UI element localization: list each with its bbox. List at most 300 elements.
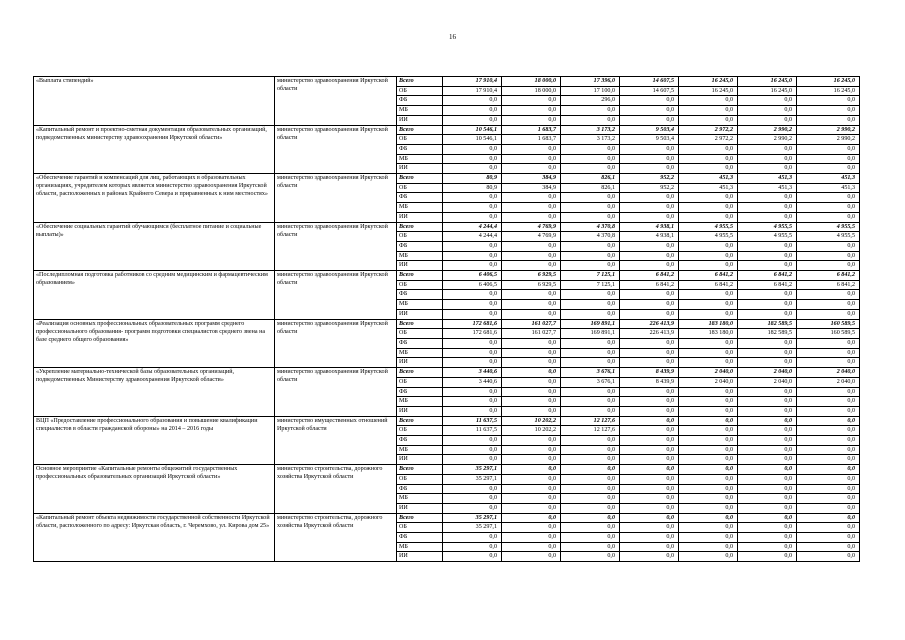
value-cell: 826,1: [561, 174, 620, 184]
table-row: [34, 319, 860, 329]
value-cell: 0,0: [797, 358, 860, 368]
value-cell: 10 202,2: [502, 426, 561, 436]
value-cell: 0,0: [502, 368, 561, 378]
value-cell: 0,0: [797, 96, 860, 106]
value-cell: 4 955,5: [738, 232, 797, 242]
value-cell: 3 173,2: [561, 135, 620, 145]
funding-source-cell: Всего: [397, 368, 443, 378]
funding-source-cell: Всего: [397, 513, 443, 523]
value-cell: 35 297,1: [443, 513, 502, 523]
value-cell: 0,0: [620, 251, 679, 261]
value-cell: 16 245,0: [738, 77, 797, 87]
value-cell: 160 589,5: [797, 319, 860, 329]
funding-source-cell: Всего: [397, 222, 443, 232]
value-cell: 0,0: [443, 203, 502, 213]
value-cell: 14 607,5: [620, 86, 679, 96]
value-cell: 3 173,2: [561, 125, 620, 135]
funding-source-cell: ФБ: [397, 387, 443, 397]
value-cell: 6 841,2: [738, 271, 797, 281]
funding-source-cell: ФБ: [397, 436, 443, 446]
value-cell: 0,0: [443, 193, 502, 203]
value-cell: 0,0: [738, 106, 797, 116]
value-cell: 0,0: [679, 416, 738, 426]
value-cell: 6 841,2: [620, 271, 679, 281]
value-cell: 0,0: [620, 106, 679, 116]
value-cell: 183 180,0: [679, 329, 738, 339]
executor-cell: министерство здравоохранения Иркутской области: [275, 125, 397, 174]
value-cell: 2 972,2: [679, 135, 738, 145]
value-cell: 0,0: [679, 164, 738, 174]
value-cell: 0,0: [738, 154, 797, 164]
value-cell: 0,0: [502, 144, 561, 154]
value-cell: 0,0: [561, 494, 620, 504]
value-cell: 0,0: [502, 445, 561, 455]
value-cell: 0,0: [738, 212, 797, 222]
value-cell: 0,0: [443, 552, 502, 562]
value-cell: 0,0: [443, 212, 502, 222]
value-cell: 6 841,2: [679, 271, 738, 281]
value-cell: 2 040,0: [738, 377, 797, 387]
value-cell: 0,0: [502, 494, 561, 504]
value-cell: 0,0: [561, 484, 620, 494]
value-cell: 0,0: [561, 387, 620, 397]
funding-source-cell: ИИ: [397, 358, 443, 368]
value-cell: 384,9: [502, 174, 561, 184]
funding-source-cell: ОБ: [397, 183, 443, 193]
funding-source-cell: Всего: [397, 125, 443, 135]
funding-source-cell: ИИ: [397, 503, 443, 513]
value-cell: 451,3: [797, 174, 860, 184]
value-cell: 0,0: [738, 445, 797, 455]
value-cell: 0,0: [561, 465, 620, 475]
value-cell: 0,0: [679, 300, 738, 310]
value-cell: 16 245,0: [738, 86, 797, 96]
value-cell: 17 396,0: [561, 77, 620, 87]
funding-source-cell: МБ: [397, 542, 443, 552]
value-cell: 6 406,5: [443, 271, 502, 281]
value-cell: 35 297,1: [443, 523, 502, 533]
value-cell: 0,0: [502, 309, 561, 319]
value-cell: 0,0: [561, 533, 620, 543]
value-cell: 4 955,5: [738, 222, 797, 232]
value-cell: 0,0: [620, 290, 679, 300]
value-cell: 0,0: [679, 533, 738, 543]
value-cell: 16 245,0: [797, 77, 860, 87]
value-cell: 8 439,9: [620, 377, 679, 387]
value-cell: 296,0: [561, 96, 620, 106]
value-cell: 6 841,2: [620, 280, 679, 290]
value-cell: 2 990,2: [797, 135, 860, 145]
executor-cell: министерство имущественных отношений Иркутской области: [275, 416, 397, 465]
funding-source-cell: ОБ: [397, 135, 443, 145]
value-cell: 0,0: [797, 115, 860, 125]
value-cell: 0,0: [620, 96, 679, 106]
value-cell: 0,0: [738, 203, 797, 213]
value-cell: 0,0: [679, 212, 738, 222]
value-cell: 0,0: [620, 193, 679, 203]
value-cell: 0,0: [620, 465, 679, 475]
value-cell: 0,0: [561, 115, 620, 125]
funding-source-cell: ФБ: [397, 338, 443, 348]
value-cell: 0,0: [443, 494, 502, 504]
value-cell: 0,0: [797, 193, 860, 203]
value-cell: 0,0: [679, 523, 738, 533]
executor-cell: министерство здравоохранения Иркутской области: [275, 222, 397, 271]
executor-cell: министерство здравоохранения Иркутской области: [275, 174, 397, 223]
value-cell: 2 040,0: [679, 368, 738, 378]
funding-source-cell: ФБ: [397, 290, 443, 300]
value-cell: 0,0: [620, 503, 679, 513]
value-cell: 0,0: [679, 358, 738, 368]
value-cell: 0,0: [738, 436, 797, 446]
funding-source-cell: МБ: [397, 494, 443, 504]
value-cell: 0,0: [502, 115, 561, 125]
value-cell: 0,0: [679, 503, 738, 513]
value-cell: 0,0: [620, 144, 679, 154]
value-cell: 11 637,5: [443, 426, 502, 436]
value-cell: 0,0: [738, 261, 797, 271]
value-cell: 0,0: [561, 251, 620, 261]
value-cell: 161 027,7: [502, 319, 561, 329]
event-name-cell: «Выплата стипендий»: [34, 77, 275, 126]
value-cell: 12 127,6: [561, 426, 620, 436]
value-cell: 0,0: [797, 436, 860, 446]
value-cell: 0,0: [443, 309, 502, 319]
value-cell: 0,0: [502, 465, 561, 475]
value-cell: 80,9: [443, 174, 502, 184]
value-cell: 451,3: [679, 183, 738, 193]
value-cell: 2 040,0: [679, 377, 738, 387]
value-cell: 0,0: [561, 455, 620, 465]
value-cell: 4 955,5: [679, 232, 738, 242]
funding-source-cell: ИИ: [397, 552, 443, 562]
value-cell: 0,0: [738, 455, 797, 465]
value-cell: 0,0: [502, 203, 561, 213]
value-cell: 2 972,2: [679, 125, 738, 135]
value-cell: 0,0: [502, 251, 561, 261]
value-cell: 0,0: [738, 358, 797, 368]
value-cell: 0,0: [738, 241, 797, 251]
value-cell: 0,0: [797, 300, 860, 310]
value-cell: 0,0: [738, 387, 797, 397]
table-row: [34, 77, 860, 87]
table-row: [34, 174, 860, 184]
value-cell: 0,0: [443, 445, 502, 455]
value-cell: 0,0: [738, 503, 797, 513]
value-cell: 451,3: [679, 174, 738, 184]
value-cell: 0,0: [797, 203, 860, 213]
value-cell: 0,0: [620, 523, 679, 533]
table-row: [34, 513, 860, 523]
value-cell: 0,0: [738, 523, 797, 533]
value-cell: 0,0: [679, 387, 738, 397]
value-cell: 0,0: [620, 474, 679, 484]
value-cell: 16 245,0: [679, 77, 738, 87]
value-cell: 0,0: [679, 338, 738, 348]
value-cell: 2 040,0: [738, 368, 797, 378]
value-cell: 0,0: [443, 455, 502, 465]
value-cell: 0,0: [561, 552, 620, 562]
value-cell: 0,0: [561, 106, 620, 116]
value-cell: 226 413,9: [620, 319, 679, 329]
value-cell: 0,0: [502, 387, 561, 397]
value-cell: 2 990,2: [797, 125, 860, 135]
executor-cell: министерство строительства, дорожного хозяйства Иркутской области: [275, 465, 397, 514]
value-cell: 16 245,0: [797, 86, 860, 96]
value-cell: 8 439,9: [620, 368, 679, 378]
value-cell: 0,0: [561, 338, 620, 348]
value-cell: 35 297,1: [443, 474, 502, 484]
value-cell: 6 929,5: [502, 271, 561, 281]
funding-source-cell: МБ: [397, 397, 443, 407]
funding-source-cell: Всего: [397, 319, 443, 329]
value-cell: 0,0: [620, 513, 679, 523]
value-cell: 0,0: [620, 212, 679, 222]
value-cell: 0,0: [797, 338, 860, 348]
value-cell: 0,0: [679, 115, 738, 125]
value-cell: 0,0: [679, 241, 738, 251]
value-cell: 0,0: [738, 426, 797, 436]
funding-source-cell: ИИ: [397, 115, 443, 125]
value-cell: 0,0: [679, 106, 738, 116]
value-cell: 0,0: [679, 426, 738, 436]
value-cell: 0,0: [679, 290, 738, 300]
value-cell: 0,0: [620, 397, 679, 407]
value-cell: 10 546,1: [443, 125, 502, 135]
value-cell: 0,0: [443, 358, 502, 368]
value-cell: 0,0: [797, 397, 860, 407]
value-cell: 0,0: [679, 465, 738, 475]
value-cell: 0,0: [797, 261, 860, 271]
value-cell: 0,0: [443, 397, 502, 407]
value-cell: 169 891,1: [561, 319, 620, 329]
value-cell: 0,0: [620, 309, 679, 319]
value-cell: 0,0: [561, 290, 620, 300]
value-cell: 0,0: [797, 154, 860, 164]
value-cell: 0,0: [797, 474, 860, 484]
funding-source-cell: ОБ: [397, 426, 443, 436]
executor-cell: министерство здравоохранения Иркутской области: [275, 77, 397, 126]
value-cell: 183 180,0: [679, 319, 738, 329]
value-cell: 952,2: [620, 174, 679, 184]
value-cell: 0,0: [620, 203, 679, 213]
value-cell: 0,0: [502, 503, 561, 513]
funding-source-cell: ФБ: [397, 533, 443, 543]
event-name-cell: «Обеспечение гарантий и компенсаций для лиц, работающих в образовательных организациях, учредителем которых является министерство здравоохранения Иркутской области, расположенных в районах Крайнего Севера и приравненных к ним местностях»: [34, 174, 275, 223]
value-cell: 0,0: [797, 241, 860, 251]
value-cell: 384,9: [502, 183, 561, 193]
value-cell: 0,0: [620, 484, 679, 494]
value-cell: 0,0: [797, 523, 860, 533]
value-cell: 0,0: [620, 261, 679, 271]
value-cell: 0,0: [561, 193, 620, 203]
value-cell: 0,0: [797, 416, 860, 426]
value-cell: 0,0: [797, 503, 860, 513]
value-cell: 0,0: [443, 261, 502, 271]
value-cell: 0,0: [443, 144, 502, 154]
value-cell: 0,0: [620, 542, 679, 552]
value-cell: 0,0: [502, 513, 561, 523]
value-cell: 0,0: [679, 494, 738, 504]
value-cell: 0,0: [561, 542, 620, 552]
value-cell: 0,0: [738, 96, 797, 106]
value-cell: 0,0: [679, 552, 738, 562]
value-cell: 0,0: [797, 426, 860, 436]
value-cell: 4 769,9: [502, 232, 561, 242]
value-cell: 0,0: [679, 542, 738, 552]
value-cell: 0,0: [561, 309, 620, 319]
value-cell: 0,0: [738, 406, 797, 416]
value-cell: 0,0: [679, 154, 738, 164]
event-name-cell: «Капитальный ремонт объекта недвижимости государственной собственности Иркутской области, расположенного по адресу: Иркутская область, г. Черемхово, ул. Кирова дом 25»: [34, 513, 275, 562]
event-name-cell: «Укрепление материально-технической базы образовательных организаций, подведомственных Министерству здравоохранения Иркутской области»: [34, 368, 275, 417]
value-cell: 172 681,6: [443, 329, 502, 339]
event-name-cell: «Обеспечение социальных гарантий обучающимся (бесплатное питание и социальные выплаты)»: [34, 222, 275, 271]
value-cell: 0,0: [620, 494, 679, 504]
value-cell: 7 125,1: [561, 280, 620, 290]
value-cell: 0,0: [443, 406, 502, 416]
table-row: [34, 416, 860, 426]
value-cell: 0,0: [679, 397, 738, 407]
value-cell: 0,0: [502, 455, 561, 465]
value-cell: 0,0: [738, 397, 797, 407]
value-cell: 11 637,5: [443, 416, 502, 426]
value-cell: 0,0: [797, 533, 860, 543]
value-cell: 4 244,4: [443, 222, 502, 232]
value-cell: 0,0: [443, 115, 502, 125]
value-cell: 0,0: [561, 154, 620, 164]
value-cell: 0,0: [443, 300, 502, 310]
value-cell: 0,0: [502, 523, 561, 533]
value-cell: 1 683,7: [502, 125, 561, 135]
value-cell: 0,0: [797, 406, 860, 416]
value-cell: 0,0: [502, 212, 561, 222]
value-cell: 0,0: [679, 406, 738, 416]
value-cell: 0,0: [502, 436, 561, 446]
value-cell: 0,0: [502, 474, 561, 484]
value-cell: 2 040,0: [797, 368, 860, 378]
value-cell: 0,0: [620, 406, 679, 416]
event-name-cell: Основное мероприятие «Капитальные ремонты общежитий государственных профессиональных образовательных организаций Иркутской области»: [34, 465, 275, 514]
funding-source-cell: Всего: [397, 271, 443, 281]
value-cell: 0,0: [561, 397, 620, 407]
funding-source-cell: МБ: [397, 445, 443, 455]
executor-cell: министерство здравоохранения Иркутской области: [275, 271, 397, 320]
value-cell: 14 607,5: [620, 77, 679, 87]
value-cell: 0,0: [561, 203, 620, 213]
value-cell: 0,0: [797, 290, 860, 300]
value-cell: 161 027,7: [502, 329, 561, 339]
value-cell: 0,0: [561, 144, 620, 154]
table-row: [34, 125, 860, 135]
funding-source-cell: ИИ: [397, 309, 443, 319]
value-cell: 0,0: [443, 251, 502, 261]
table-row: [34, 465, 860, 475]
value-cell: 0,0: [620, 455, 679, 465]
funding-source-cell: МБ: [397, 106, 443, 116]
value-cell: 0,0: [502, 193, 561, 203]
value-cell: 182 589,5: [738, 329, 797, 339]
funding-source-cell: ИИ: [397, 212, 443, 222]
value-cell: 0,0: [561, 474, 620, 484]
funding-source-cell: МБ: [397, 348, 443, 358]
value-cell: 0,0: [561, 406, 620, 416]
value-cell: 4 769,9: [502, 222, 561, 232]
value-cell: 3 676,1: [561, 377, 620, 387]
event-name-cell: «Реализация основных профессиональных образовательных программ среднего профессионального образования- программ подготовки специалистов среднего звена на базе среднего общего образования»: [34, 319, 275, 368]
value-cell: 18 000,0: [502, 77, 561, 87]
value-cell: 0,0: [561, 348, 620, 358]
value-cell: 6 841,2: [797, 271, 860, 281]
value-cell: 4 938,1: [620, 232, 679, 242]
value-cell: 80,9: [443, 183, 502, 193]
value-cell: 0,0: [738, 348, 797, 358]
value-cell: 0,0: [561, 436, 620, 446]
value-cell: 451,3: [797, 183, 860, 193]
value-cell: 0,0: [797, 513, 860, 523]
executor-cell: министерство здравоохранения Иркутской области: [275, 368, 397, 417]
value-cell: 0,0: [797, 106, 860, 116]
value-cell: 0,0: [443, 484, 502, 494]
value-cell: 17 910,4: [443, 77, 502, 87]
value-cell: 0,0: [620, 445, 679, 455]
funding-source-cell: ФБ: [397, 484, 443, 494]
funding-source-cell: ИИ: [397, 406, 443, 416]
value-cell: 0,0: [679, 193, 738, 203]
value-cell: 7 125,1: [561, 271, 620, 281]
value-cell: 0,0: [797, 552, 860, 562]
value-cell: 2 990,2: [738, 135, 797, 145]
value-cell: 6 841,2: [797, 280, 860, 290]
value-cell: 0,0: [502, 241, 561, 251]
value-cell: 0,0: [679, 251, 738, 261]
value-cell: 0,0: [797, 455, 860, 465]
funding-source-cell: ОБ: [397, 280, 443, 290]
value-cell: 18 000,0: [502, 86, 561, 96]
value-cell: 9 503,4: [620, 125, 679, 135]
value-cell: 0,0: [443, 387, 502, 397]
value-cell: 4 955,5: [797, 232, 860, 242]
funding-source-cell: МБ: [397, 154, 443, 164]
value-cell: 6 841,2: [679, 280, 738, 290]
value-cell: 0,0: [797, 494, 860, 504]
budget-table: [33, 76, 860, 562]
funding-source-cell: ОБ: [397, 523, 443, 533]
value-cell: 0,0: [502, 348, 561, 358]
value-cell: 0,0: [797, 465, 860, 475]
value-cell: 952,2: [620, 183, 679, 193]
value-cell: 16 245,0: [679, 86, 738, 96]
value-cell: 0,0: [502, 261, 561, 271]
value-cell: 0,0: [443, 533, 502, 543]
value-cell: 6 841,2: [738, 280, 797, 290]
value-cell: 0,0: [502, 552, 561, 562]
value-cell: 451,3: [738, 183, 797, 193]
value-cell: 0,0: [738, 416, 797, 426]
value-cell: 0,0: [679, 144, 738, 154]
value-cell: 0,0: [738, 290, 797, 300]
value-cell: 0,0: [620, 348, 679, 358]
funding-source-cell: ОБ: [397, 329, 443, 339]
value-cell: 0,0: [620, 241, 679, 251]
value-cell: 2 990,2: [738, 125, 797, 135]
value-cell: 0,0: [502, 106, 561, 116]
value-cell: 0,0: [561, 300, 620, 310]
value-cell: 0,0: [738, 552, 797, 562]
value-cell: 0,0: [443, 96, 502, 106]
funding-source-cell: Всего: [397, 465, 443, 475]
value-cell: 4 938,1: [620, 222, 679, 232]
